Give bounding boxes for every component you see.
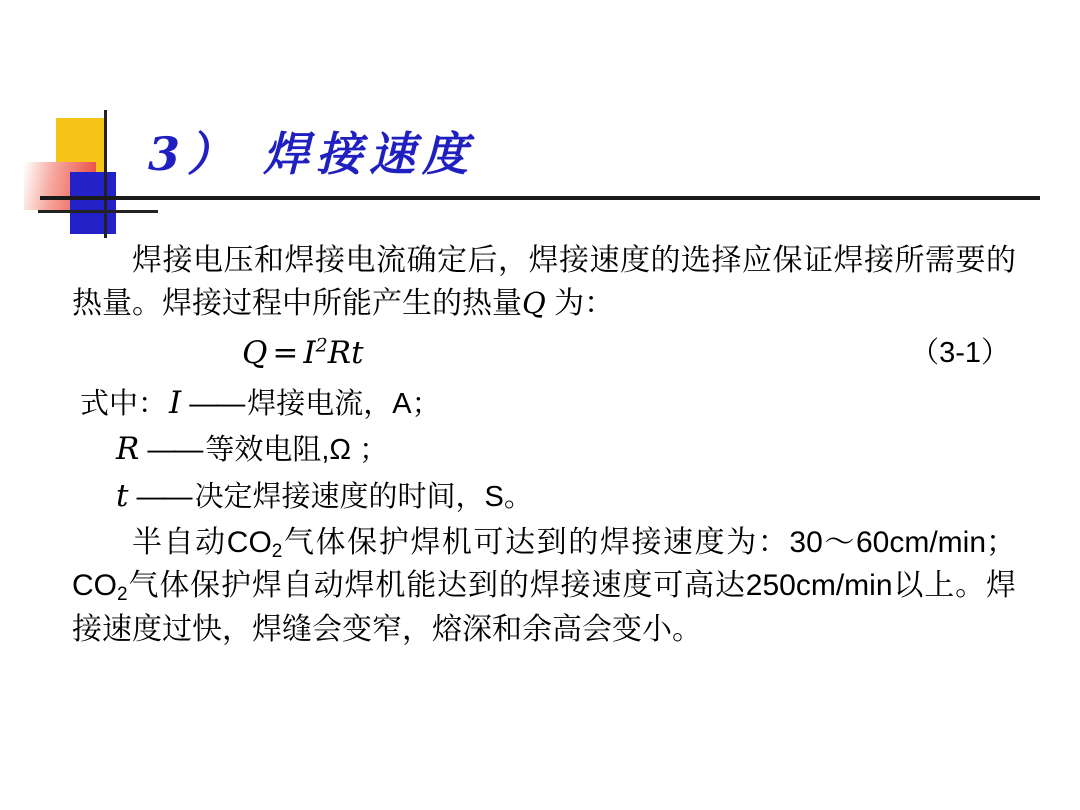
speeds-text-b: 气体保护焊机可达到的焊接速度为：30～60cm/min；CO bbox=[72, 525, 1017, 603]
formula-current: I bbox=[303, 335, 316, 372]
where-line-time bbox=[72, 474, 1016, 518]
formula-rt: Rt bbox=[327, 335, 364, 372]
formula-exponent: 2 bbox=[315, 334, 328, 357]
co2-subscript-1: 2 bbox=[271, 540, 283, 562]
paragraph-intro-tail: 为： bbox=[545, 286, 615, 320]
symbol-I: I bbox=[169, 385, 182, 422]
paragraph-intro bbox=[72, 240, 1016, 325]
dash-3: —— bbox=[136, 480, 191, 513]
unit-ohm: Ω bbox=[329, 434, 352, 467]
paragraph-intro-variable: Q bbox=[522, 285, 546, 320]
where-text-3: 决定焊接速度的时间， bbox=[194, 480, 485, 513]
formula-number: （3-1） bbox=[910, 337, 1010, 370]
where-line-resistance bbox=[72, 427, 1016, 471]
ornament-horizontal-line bbox=[38, 210, 158, 213]
heat-formula bbox=[242, 331, 364, 375]
page-title: 3） 焊接速度 bbox=[148, 127, 476, 181]
formula-equals: = bbox=[272, 335, 299, 372]
co2-subscript-2: 2 bbox=[117, 584, 128, 606]
decorative-ornament bbox=[18, 110, 148, 240]
punct-3: 。 bbox=[503, 480, 533, 513]
unit-second: S bbox=[484, 480, 504, 513]
symbol-t: t bbox=[116, 477, 129, 514]
where-text-2: 等效电阻, bbox=[205, 434, 330, 467]
ornament-blue-square bbox=[70, 172, 116, 234]
formula-row bbox=[72, 331, 1016, 379]
dash-1: —— bbox=[189, 388, 244, 421]
paragraph-intro-text: 焊接电压和焊接电流确定后，焊接速度的选择应保证焊接所需要的热量。焊接过程中所能产生的热量 bbox=[72, 244, 1016, 320]
unit-ampere: A bbox=[392, 388, 412, 421]
punct-1: ； bbox=[411, 388, 441, 421]
where-line-current bbox=[72, 381, 1016, 425]
where-text-1: 焊接电流， bbox=[247, 388, 393, 421]
speeds-text-c: 气体保护焊自动焊机能达到的焊接速度可高达250cm/min以上。焊接速度过快，焊缝会变窄，熔深和余高会变小。 bbox=[72, 569, 1016, 647]
where-label: 式中： bbox=[80, 388, 168, 421]
speeds-text-a: 半自动CO bbox=[132, 525, 272, 559]
slide-body bbox=[72, 240, 1016, 656]
punct-2: ； bbox=[351, 434, 389, 467]
title-divider bbox=[40, 196, 1040, 200]
symbol-R: R bbox=[116, 431, 140, 468]
dash-2: —— bbox=[147, 434, 202, 467]
formula-lhs: Q bbox=[242, 335, 268, 372]
ornament-vertical-line bbox=[104, 110, 107, 238]
paragraph-speeds bbox=[72, 522, 1016, 652]
